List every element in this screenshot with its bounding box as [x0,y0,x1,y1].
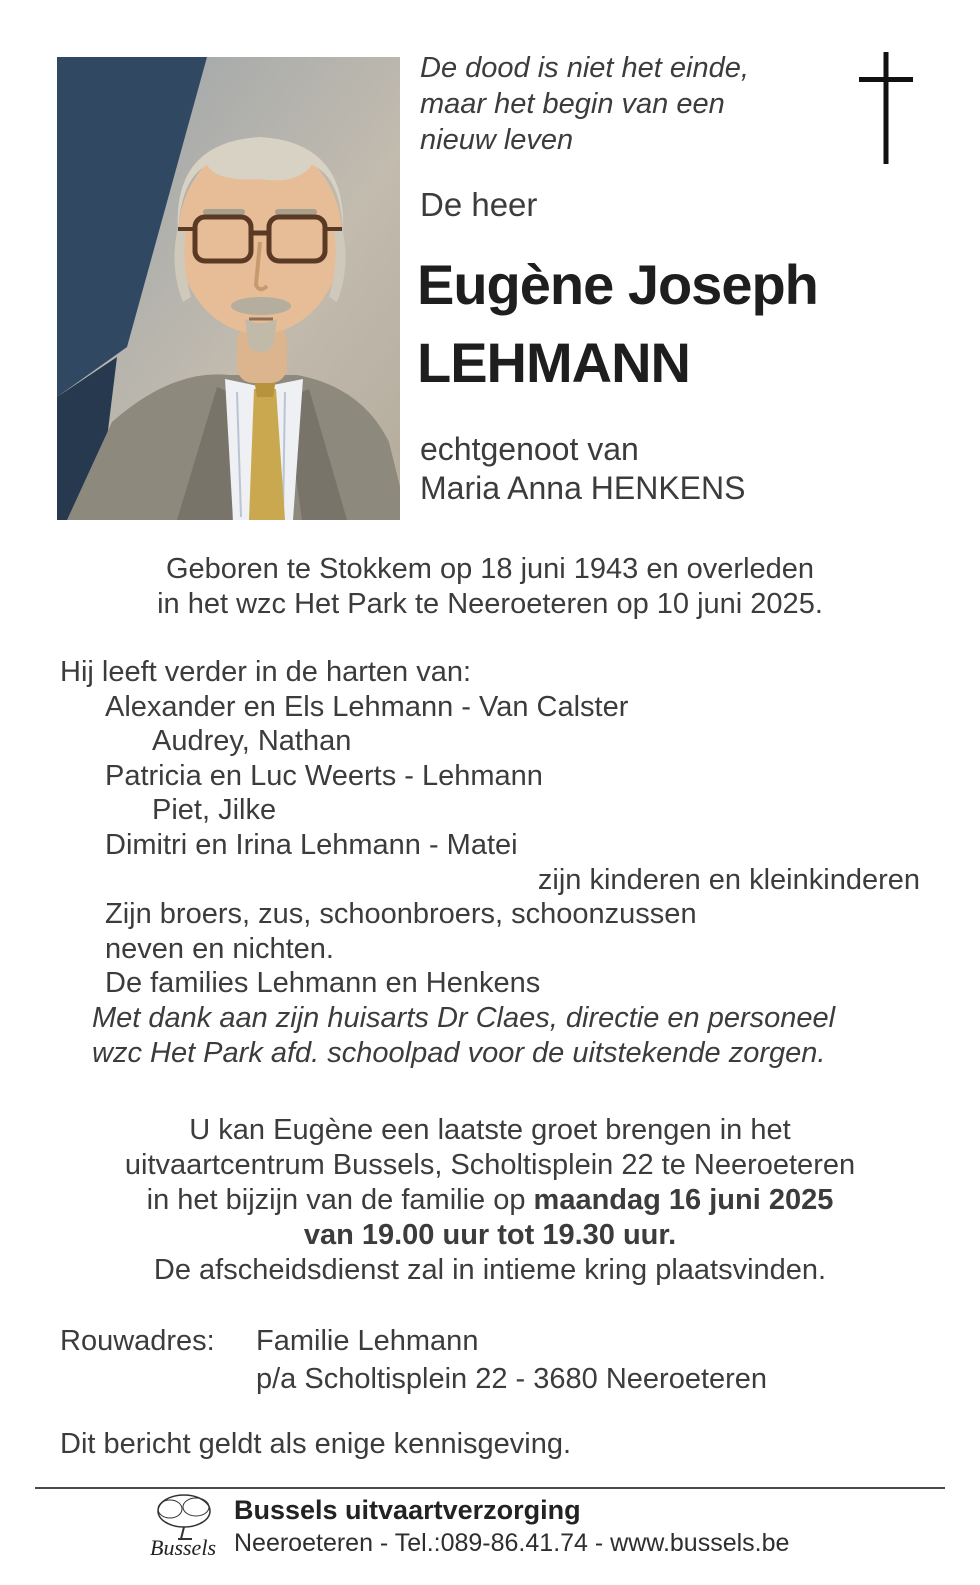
visitation-info [40,1113,940,1288]
cross-icon [850,50,922,168]
mourning-address-line: p/a Scholtisplein 22 - 3680 Neeroeteren [256,1363,768,1395]
mourning-address [60,1322,920,1398]
bussels-logo [140,1491,228,1561]
logo-wordmark: Bussels [150,1535,216,1560]
survivor-line: Zijn broers, zus, schoonbroers, schoonzussen [105,898,697,931]
deceased-last-name: LEHMANN [417,331,690,394]
visitation-line-prefix: in het bijzijn van de familie op [146,1184,534,1216]
life-dates-line: in het wzc Het Park te Neeroeteren op 10 juni 2025. [157,588,823,620]
portrait-illustration [57,57,400,520]
footer-contact: Neeroeteren - Tel.:089-86.41.74 - www.bussels.be [234,1528,790,1557]
thanks-note-line: wzc Het Park afd. schoolpad voor de uitstekende zorgen. [92,1036,826,1069]
survivor-line: neven en nichten. [105,932,334,965]
footer-text [234,1495,789,1558]
mourning-address-label: Rouwadres: [60,1325,215,1357]
visitation-line [40,1183,940,1218]
quote-line: nieuw leven [420,124,574,156]
deceased-first-names: Eugène Joseph [417,253,818,316]
quote-line: De dood is niet het einde, [420,52,749,84]
survivor-line: Piet, Jilke [152,794,277,827]
survivors-list [60,655,920,1070]
visitation-line: uitvaartcentrum Bussels, Scholtisplein 22 te Neeroeteren [124,1149,856,1181]
spouse-name: Maria Anna HENKENS [420,470,746,506]
footer-company: Bussels uitvaartverzorging [234,1494,581,1525]
survivor-line: Dimitri en Irina Lehmann - Matei [105,828,518,861]
spouse-block [420,430,745,508]
thanks-note-line: Met dank aan zijn huisarts Dr Claes, directie en personeel [92,1001,836,1034]
relation-note: zijn kinderen en kleinkinderen [537,863,920,896]
deceased-name [417,246,957,402]
mourning-address-line: Familie Lehmann [256,1325,479,1357]
visitation-time: van 19.00 uur tot 19.30 uur. [303,1219,677,1251]
notice: Dit bericht geldt als enige kennisgeving. [60,1428,572,1460]
visitation-line: U kan Eugène een laatste groet brengen in het [189,1114,791,1146]
memorial-quote [420,50,840,158]
quote-line: maar het begin van een [420,88,725,120]
footer-divider [35,1487,945,1489]
survivor-line: Alexander en Els Lehmann - Van Calster [105,690,629,723]
life-dates-line: Geboren te Stokkem op 18 juni 1943 en overleden [165,553,815,585]
survivors-intro: Hij leeft verder in de harten van: [60,656,472,688]
mourning-address-lines [256,1322,767,1398]
survivor-line: Patricia en Luc Weerts - Lehmann [105,759,543,792]
survivor-line: Audrey, Nathan [152,725,352,758]
survivor-line: De families Lehmann en Henkens [105,967,541,1000]
visitation-date: maandag 16 juni 2025 [533,1184,834,1216]
portrait-photo [57,57,400,520]
footer [140,1491,789,1561]
salutation: De heer [420,186,538,223]
spouse-prefix: echtgenoot van [420,431,639,467]
visitation-line: De afscheidsdienst zal in intieme kring plaatsvinden. [153,1254,827,1286]
life-dates [40,552,940,622]
